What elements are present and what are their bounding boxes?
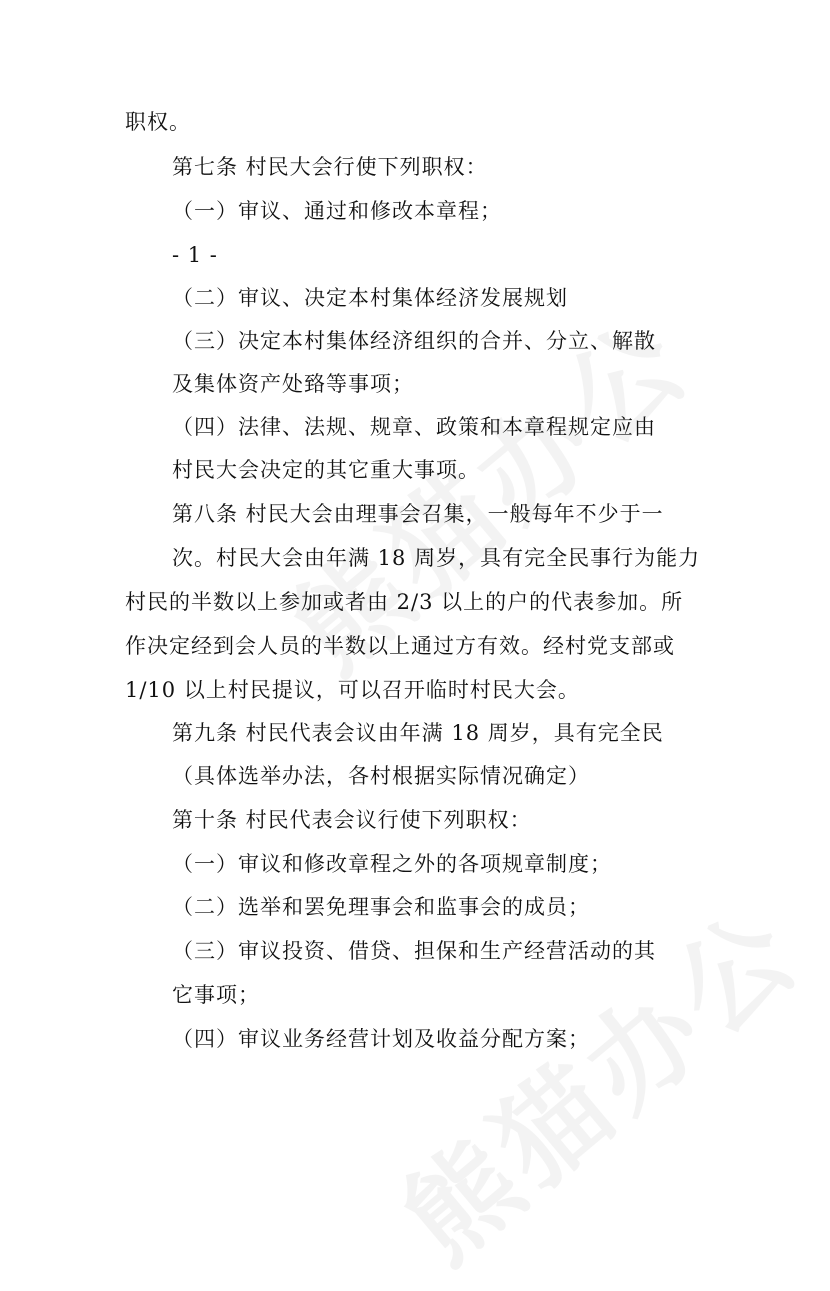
page-number: - 1 - (172, 243, 218, 267)
text-line: （二）选举和罢免理事会和监事会的成员； (172, 895, 590, 919)
text-line: 作决定经到会人员的半数以上通过方有效。经村党支部或 (125, 634, 675, 658)
text-line: （一）审议和修改章程之外的各项规章制度； (172, 852, 612, 876)
watermark (364, 867, 827, 1291)
text-line: 村民的半数以上参加或者由 2/3 以上的户的代表参加。所 (125, 590, 684, 614)
text-line: 村民大会决定的其它重大事项。 (172, 458, 480, 482)
text-line: （三）审议投资、借贷、担保和生产经营活动的其 (172, 939, 656, 963)
article-7-heading: 第七条 村民大会行使下列职权： (172, 155, 488, 179)
text-line: （四）法律、法规、规章、政策和本章程规定应由 (172, 415, 656, 439)
article-9-heading: 第九条 村民代表会议由年满 18 周岁，具有完全民 (172, 721, 664, 745)
text-line: 职权。 (125, 110, 191, 134)
text-line: 及集体资产处臵等事项； (172, 372, 414, 396)
article-10-heading: 第十条 村民代表会议行使下列职权： (172, 808, 532, 832)
text-line: 1/10 以上村民提议，可以召开临时村民大会。 (125, 678, 580, 702)
text-line: 它事项； (172, 983, 260, 1007)
text-line: （一）审议、通过和修改本章程； (172, 199, 502, 223)
text-line: （四）审议业务经营计划及收益分配方案； (172, 1027, 590, 1051)
text-line: （二）审议、决定本村集体经济发展规划 (172, 286, 568, 310)
article-8-heading: 第八条 村民大会由理事会召集，一般每年不少于一 (172, 502, 664, 526)
text-line: （具体选举办法，各村根据实际情况确定） (172, 764, 590, 788)
text-line: （三）决定本村集体经济组织的合并、分立、解散 (172, 329, 656, 353)
text-line: 次。村民大会由年满 18 周岁，具有完全民事行为能力 (172, 546, 701, 570)
